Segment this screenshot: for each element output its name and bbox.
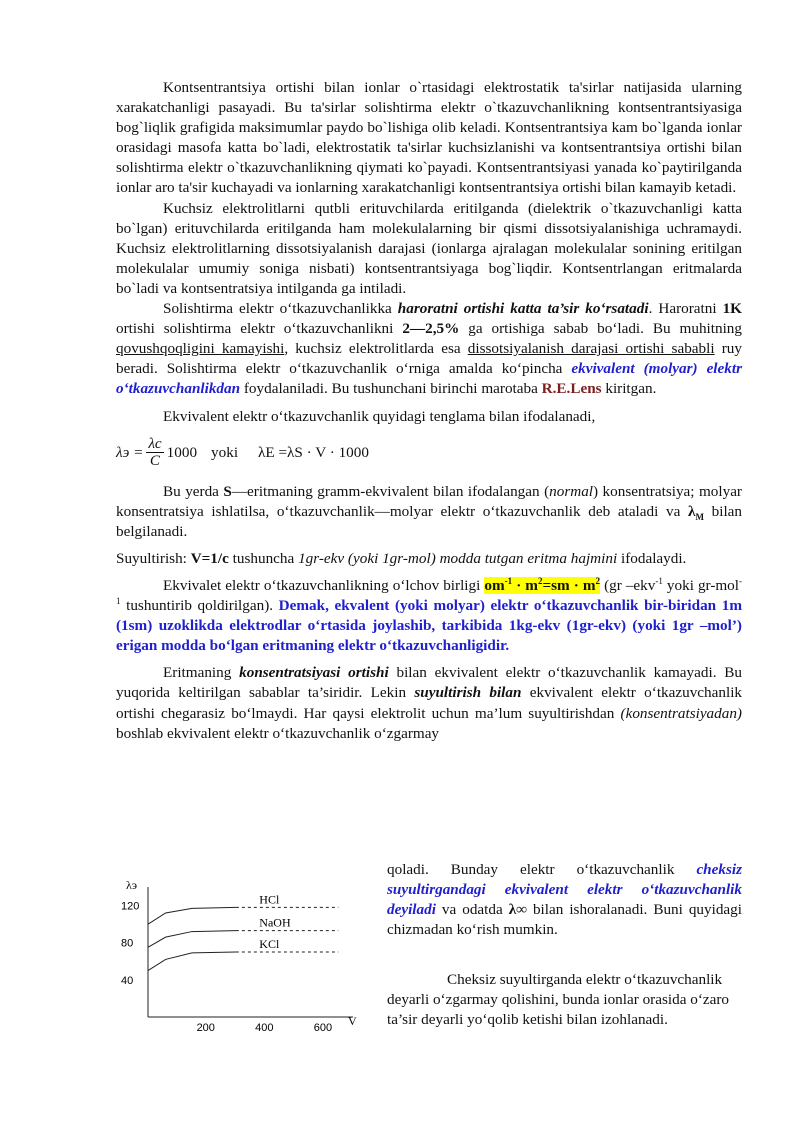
unit: · m: [512, 576, 538, 594]
underlined-text: qovushqoqligini kamayishi: [116, 340, 285, 358]
blue-emphasis: cheksiz suyultirgandagi ekvivalent elektr o‘tkazuvchanlik deyiladi: [387, 861, 742, 919]
series-label-hcl: HCl: [259, 892, 280, 907]
text: boshlab ekvivalent elektr o‘tkazuvchanlik o‘zgarmay: [116, 724, 440, 742]
text: Suyultirish:: [116, 549, 191, 567]
text: tushuntirib qoldirilgan).: [120, 597, 279, 615]
series-line-naoh: [148, 931, 338, 948]
formula-inline: V=1/c: [190, 549, 229, 567]
side-paragraph-2-text: Cheksiz suyultirganda elektr o‘tkazuvchanlik deyarli o‘zgarmay qolishini, bunda ionlar orasida o‘zaro ta’sir deyarli yo‘qolib ketishi bilan izohlanadi.: [387, 971, 730, 1029]
side-paragraph-text: [387, 860, 742, 940]
text: bilan belgilanadi.: [116, 502, 742, 540]
highlighted-unit: [484, 577, 600, 594]
x-tick-label: 200: [196, 1022, 215, 1034]
text: ekvivalent elektr o‘tkazuvchanlik ortishi chegarasiz bo‘lmaydi. Har qaysi elektrolit uchun ma’lum suyultirishdan: [116, 684, 743, 722]
text: ortishi solishtirma elektr o‘tkazuvchanlikni: [116, 320, 403, 338]
text: . Haroratni: [648, 300, 723, 318]
y-tick-label: 80: [121, 937, 134, 950]
text: foydalaniladi. Bu tushunchani birinchi marotaba: [240, 380, 542, 398]
text: bilan ishoralanadi. Buni quyidagi chizmadan ko‘rish mumkin.: [387, 901, 742, 939]
text: tushuncha: [228, 549, 299, 567]
sup: -1: [504, 575, 513, 586]
y-tick-label: 40: [121, 974, 134, 987]
text: , kuchsiz elektrolitlarda esa: [284, 340, 468, 358]
text: ifodalaydi.: [617, 549, 687, 567]
series-label-naoh: NaOH: [259, 915, 291, 930]
author-name: R.E.Lens: [541, 380, 602, 398]
lambda-symbol: λ: [688, 502, 696, 520]
text: ruy beradi. Solishtirma elektr o‘tkazuvchanlik o‘rniga amalda ko‘pincha: [116, 340, 742, 378]
emphasis: konsentratsiyasi ortishi: [239, 664, 389, 682]
series-label-kcl: KCl: [259, 937, 280, 951]
unit: =sm · m: [542, 576, 596, 594]
underlined-text: dissotsiyalanish darajasi ortishi sababli: [467, 340, 715, 358]
y-axis-label: λэ: [126, 878, 137, 892]
subscript: M: [695, 511, 704, 522]
equation-rhs: λE =λS · V · 1000: [258, 443, 369, 461]
paragraph-5: [116, 482, 742, 542]
x-axis-label: V: [348, 1014, 357, 1028]
italic-text: 1gr-ekv (yoki 1gr-mol) modda tutgan eritma hajmini: [298, 549, 618, 567]
text: yoki gr-mol: [662, 576, 739, 594]
paragraph-6: [116, 549, 742, 569]
unit: om: [484, 576, 505, 594]
bold-value: 1K: [722, 300, 742, 318]
paragraph-4: Ekvivalent elektr o‘tkazuvchanlik quyidagi tenglama bilan ifodalanadi,: [163, 407, 596, 425]
blue-emphasis: ekvivalent (molyar) elektr o‘tkazuvchanlikdan: [116, 360, 742, 398]
text: Solishtirma elektr o‘tkazuvchanlikka: [163, 300, 398, 318]
text: ga ortishiga sabab bo‘ladi. Bu muhitning: [459, 320, 742, 338]
sup: 2: [537, 575, 543, 586]
text: bilan ekvivalent elektr o‘tkazuvchanlik kamayadi. Bu yuqorida keltirilgan sabablar ta’siridir. Lekin: [116, 664, 742, 702]
sup: -1: [655, 575, 663, 586]
x-tick-label: 400: [255, 1022, 274, 1034]
conductivity-chart: [116, 869, 366, 1039]
paragraph-1: Kontsentrantsiya ortishi bilan ionlar o`rtasidagi elektrostatik ta'sirlar natijasida ularning xarakatchanligi pasayadi. Bu ta'sirlar solishtirma elektr o`tkazuvchanlikning kontsentrantsiyasiga bog`liqlik grafigida maksimumlar paydo bo`lishiga olib keladi. Kontsentrantsiya kam bo`lganda ionlar orasidagi masofa katta bo`ladi, elektrostatik ta'sirlar kuchsizlanishi va kontsentrantsiya ortishi bilan solishtirma elektr o`tkazuvchanlikning qiymati ko`payadi. Kontsentrantsiyasi yanada ko`paytirilganda ionlar aro ta'sir kuchayadi va ionlarning xarakatchanligi kontsentrantsiya ortishi bilan kamayib ketadi.: [116, 79, 742, 197]
fraction-numerator: λc: [148, 435, 162, 453]
text: (gr –ekv: [600, 576, 656, 594]
text: va odatda: [435, 901, 509, 919]
paragraph-8: [116, 663, 742, 743]
side-paragraph-2: [387, 970, 742, 1030]
chart-svg: [116, 869, 366, 1039]
italic-word: normal: [549, 482, 594, 500]
symbol: S: [223, 482, 232, 500]
equation: [116, 431, 742, 475]
lambda-infinity: λ∞: [508, 901, 527, 919]
paragraph-2: Kuchsiz elektrolitlarni qutbli erituvchilarda eritilganda (dielektrik o`tkazuvchanligi katta bo`lgan) erituvchilarda eritilganda ham molekulalarning bir qismi dissotsiyalanishiga uchramaydi. Kuchsiz elektrolitlarning dissotsiyalanish darajasi (ionlarga ajralagan molekulalar sonining eritilgan molekulalar umumiy soniga nisbati) kontsentrantsiyaga bog`liqdir. Kontsentrlangan eritmalarda bo`ladi va kontsentratsiya intilganda ga intiladi.: [116, 199, 742, 297]
italic-text: (konsentratsiyadan): [620, 704, 742, 722]
series-line-hcl: [148, 907, 338, 924]
side-paragraph: [387, 860, 742, 940]
equation-lhs: λэ =: [116, 443, 144, 461]
text: Bu yerda: [163, 482, 224, 500]
document-body: [116, 78, 742, 744]
x-tick-label: 600: [313, 1022, 333, 1034]
text: Eritmaning: [163, 664, 240, 682]
bold-value: 2—2,5%: [402, 320, 460, 338]
definition: Demak, ekvalent (yoki molyar) elektr o‘tkazuvchanlik bir-biridan 1m (1sm) uzoklikda elektrodlar o‘rtasida joylashib, tarkibida 1kg-ekv (1gr-ekv) (yoki 1gr –mol’) erigan modda bo‘lgan eritmaning elektr o‘tkazuvchanligidir.: [116, 597, 742, 655]
paragraph-3: [116, 299, 742, 399]
emphasis: haroratni ortishi katta ta’sir ko‘rsatadi: [397, 300, 649, 318]
sup: -1: [116, 575, 742, 606]
text: qoladi. Bunday elektr o‘tkazuvchanlik: [387, 861, 697, 878]
y-tick-label: 120: [121, 900, 140, 913]
or-word: yoki: [211, 443, 239, 461]
text: ) konsentratsiya; molyar konsentratsiya ishlatilsa, o‘tkazuvchanlik—molyar elektr o‘tkazuvchanlik deb ataladi va: [116, 482, 742, 520]
text: Ekvivalet elektr o‘tkazuvchanlikning o‘lchov birligi: [163, 576, 485, 594]
emphasis: suyultirish bilan: [414, 684, 522, 702]
paragraph-7: [116, 576, 742, 656]
fraction-denominator: C: [149, 452, 161, 470]
sup: 2: [595, 575, 601, 586]
series-line-kcl: [148, 952, 338, 971]
multiplier: 1000: [166, 443, 198, 461]
text: —eritmaning gramm-ekvivalent bilan ifodalangan (: [231, 482, 550, 500]
fraction: [146, 436, 163, 469]
text: kiritgan.: [601, 380, 657, 398]
